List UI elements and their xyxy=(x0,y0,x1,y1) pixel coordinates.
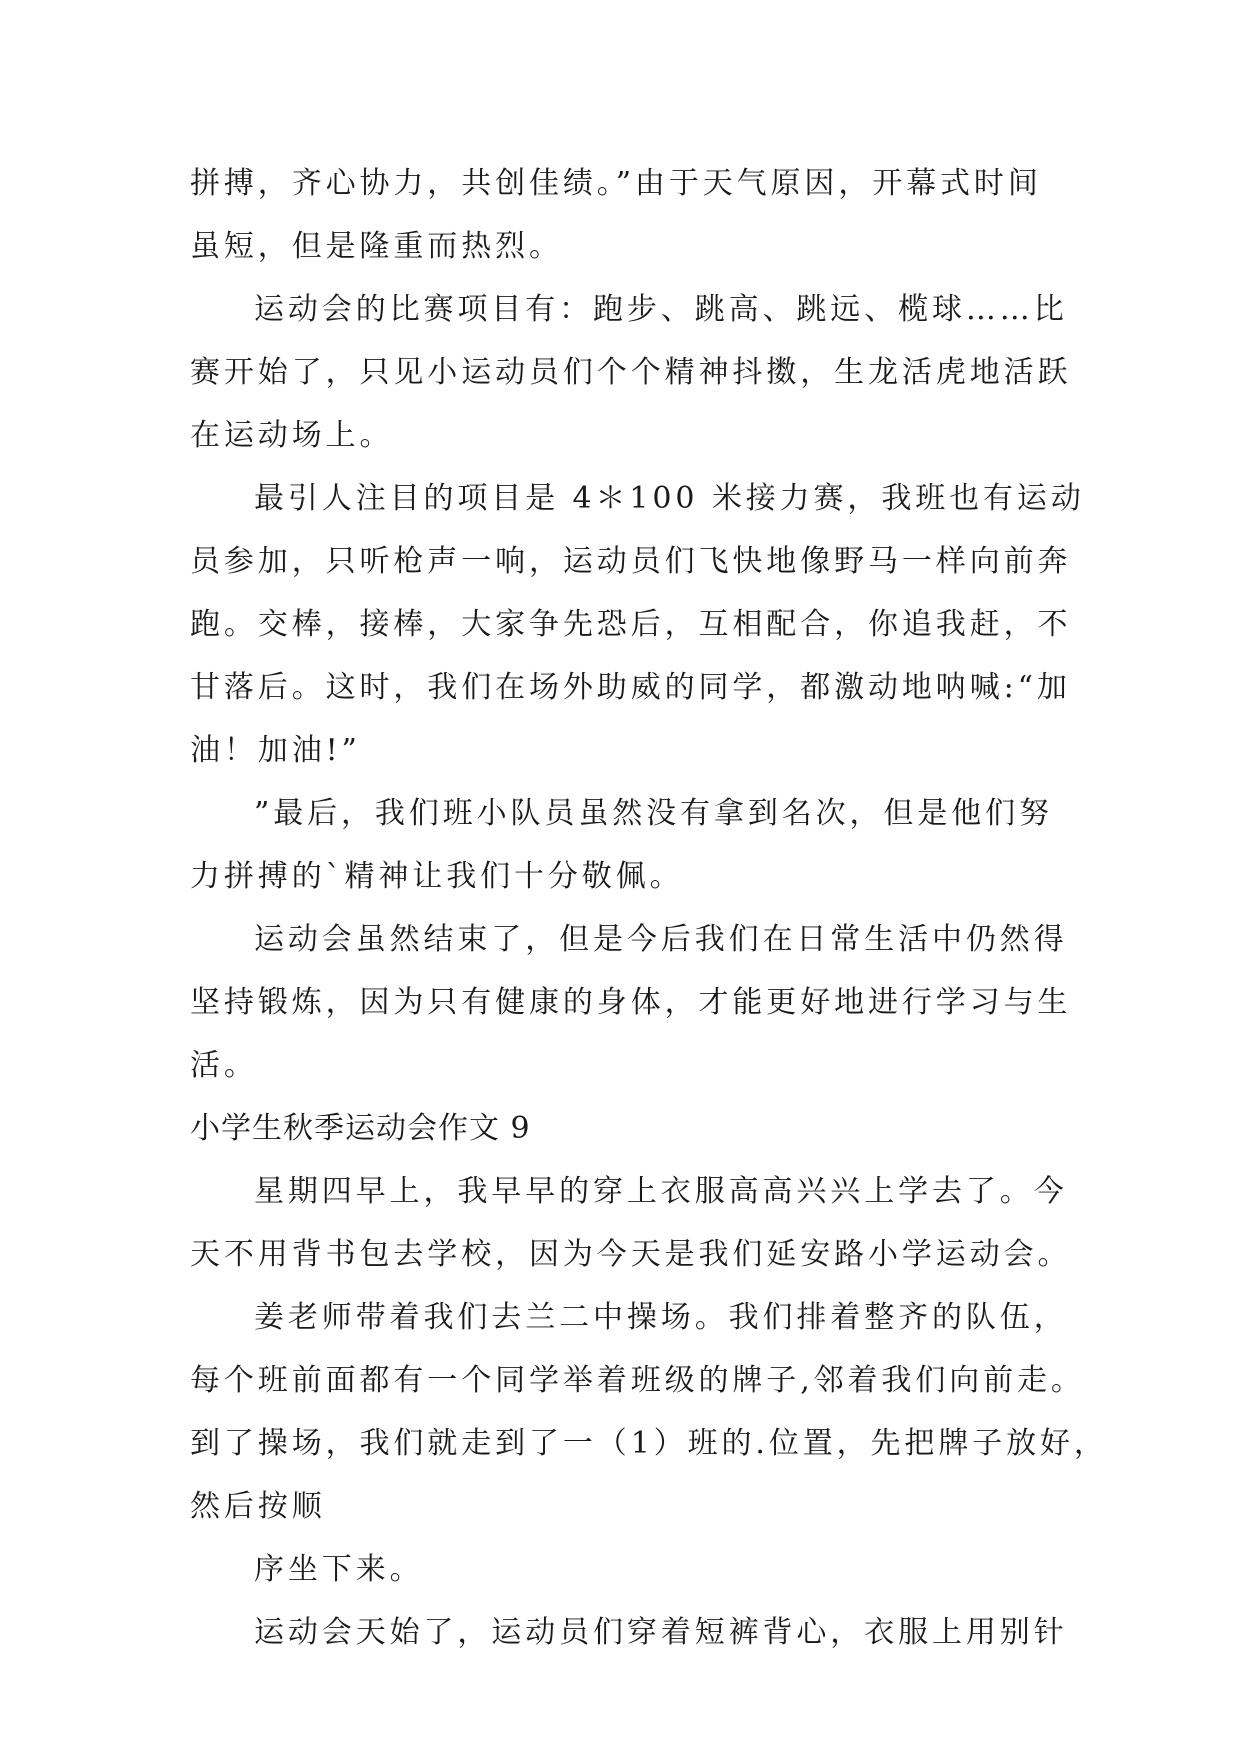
paragraph-start-line: 星期四早上，我早早的穿上衣服高高兴兴上学去了。今 xyxy=(254,1174,1068,1209)
text-line: 坚持锻炼，因为只有健康的身体，才能更好地进行学习与生 xyxy=(190,985,1072,1020)
section-heading: 小学生秋季运动会作文 9 xyxy=(190,1111,531,1146)
text-line: 员参加，只听枪声一响，运动员们飞快地像野马一样向前奔 xyxy=(190,544,1072,579)
text-line: 油！加油!” xyxy=(190,733,361,768)
text-line: 在运动场上。 xyxy=(190,418,394,453)
text-line: 跑。交棒，接棒，大家争先恐后，互相配合，你追我赶，不 xyxy=(190,607,1072,642)
text-line: 每个班前面都有一个同学举着班级的牌子,邻着我们向前走。 xyxy=(190,1363,1085,1398)
text-line: 力拼搏的`精神让我们十分敬佩。 xyxy=(190,859,684,894)
document-body xyxy=(190,152,1108,1664)
paragraph-start-line: 运动会的比赛项目有：跑步、跳高、跳远、榄球……比 xyxy=(254,292,1068,327)
text-line: 拼搏，齐心协力，共创佳绩。”由于天气原因，开幕式时间 xyxy=(190,166,1042,201)
paragraph-start-line: 序坐下来。 xyxy=(254,1552,424,1587)
text-line: 虽短，但是隆重而热烈。 xyxy=(190,229,563,264)
paragraph-start-line: 最引人注目的项目是 4＊100 米接力赛，我班也有运动 xyxy=(254,481,1085,516)
text-line: 活。 xyxy=(190,1048,258,1083)
text-line: 甘落后。这时，我们在场外助威的同学，都激动地呐喊:“加 xyxy=(190,670,1071,705)
paragraph-start-line: 运动会虽然结束了，但是今后我们在日常生活中仍然得 xyxy=(254,922,1068,957)
text-line: 到了操场，我们就走到了一（1）班的.位置，先把牌子放好， xyxy=(190,1426,1108,1461)
text-line: 然后按顺 xyxy=(190,1489,326,1524)
text-line: 赛开始了，只见小运动员们个个精神抖擞，生龙活虎地活跃 xyxy=(190,355,1072,390)
paragraph-start-line: ”最后，我们班小队员虽然没有拿到名次，但是他们努 xyxy=(254,796,1053,831)
text-line: 天不用背书包去学校，因为今天是我们延安路小学运动会。 xyxy=(190,1237,1072,1272)
paragraph-start-line: 姜老师带着我们去兰二中操场。我们排着整齐的队伍， xyxy=(254,1300,1068,1335)
paragraph-start-line: 运动会天始了，运动员们穿着短裤背心，衣服上用别针 xyxy=(254,1615,1068,1650)
